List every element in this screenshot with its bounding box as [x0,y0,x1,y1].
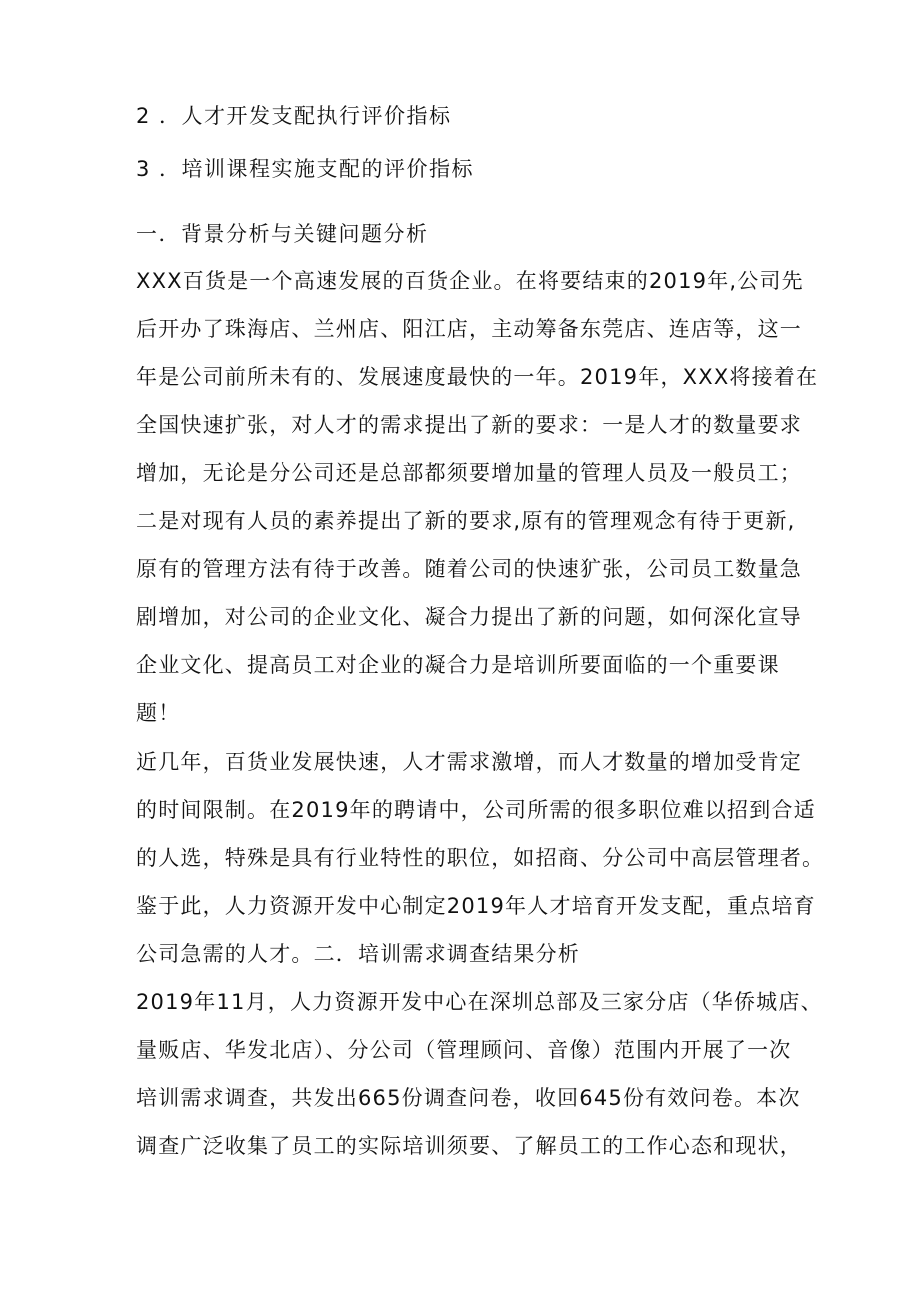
paragraph-line: 的时间限制。在2019年的聘请中，公司所需的很多职位难以招到合适 [136,798,816,822]
paragraph-line: XXX百货是一个高速发展的百货企业。在将要结束的2019年,公司先 [136,269,804,293]
paragraph-line: 二是对现有人员的素养提出了新的要求,原有的管理观念有待于更新, [136,509,796,533]
paragraph-line: 近几年，百货业发展快速，人才需求激增，而人才数量的增加受肯定 [136,750,802,774]
paragraph-line: 鉴于此，人力资源开发中心制定2019年人才培育开发支配，重点培育 [136,894,816,918]
list-item-indicator-2: 2 ．人才开发支配执行评价指标 [136,104,452,128]
paragraph-line: 培训需求调查，共发出665份调查问卷，收回645份有效问卷。本次 [136,1086,801,1110]
section-heading-background: 一．背景分析与关键问题分析 [136,222,429,246]
paragraph-line: 后开办了珠海店、兰州店、阳江店，主动筹备东莞店、连店等，这一 [136,317,802,341]
paragraph-line: 剧增加，对公司的企业文化、凝合力提出了新的问题，如何深化宣导 [136,605,802,629]
list-item-indicator-3: 3 ．培训课程实施支配的评价指标 [136,157,475,181]
paragraph-line: 企业文化、提高员工对企业的凝合力是培训所要面临的一个重要课 [136,653,780,677]
paragraph-line: 量贩店、华发北店）、分公司（管理顾问、音像）范围内开展了一次 [136,1038,792,1062]
paragraph-line: 全国快速扩张，对人才的需求提出了新的要求：一是人才的数量要求 [136,413,802,437]
paragraph-line: 增加，无论是分公司还是总部都须要增加量的管理人员及一般员工； [136,461,802,485]
paragraph-line: 年是公司前所未有的、发展速度最快的一年。2019年，XXX将接着在 [136,365,819,389]
paragraph-line: 公司急需的人才。二．培训需求调查结果分析 [136,942,580,966]
paragraph-line: 2019年11月，人力资源开发中心在深圳总部及三家分店（华侨城店、 [136,990,823,1014]
paragraph-line: 题！ [136,701,181,725]
paragraph-line: 原有的管理方法有待于改善。随着公司的快速犷张，公司员工数量急 [136,557,802,581]
paragraph-line: 调查广泛收集了员工的实际培训须要、了解员工的工作心态和现状， [136,1134,802,1158]
paragraph-line: 的人选，特殊是具有行业特性的职位，如招商、分公司中高层管理者。 [136,846,825,870]
